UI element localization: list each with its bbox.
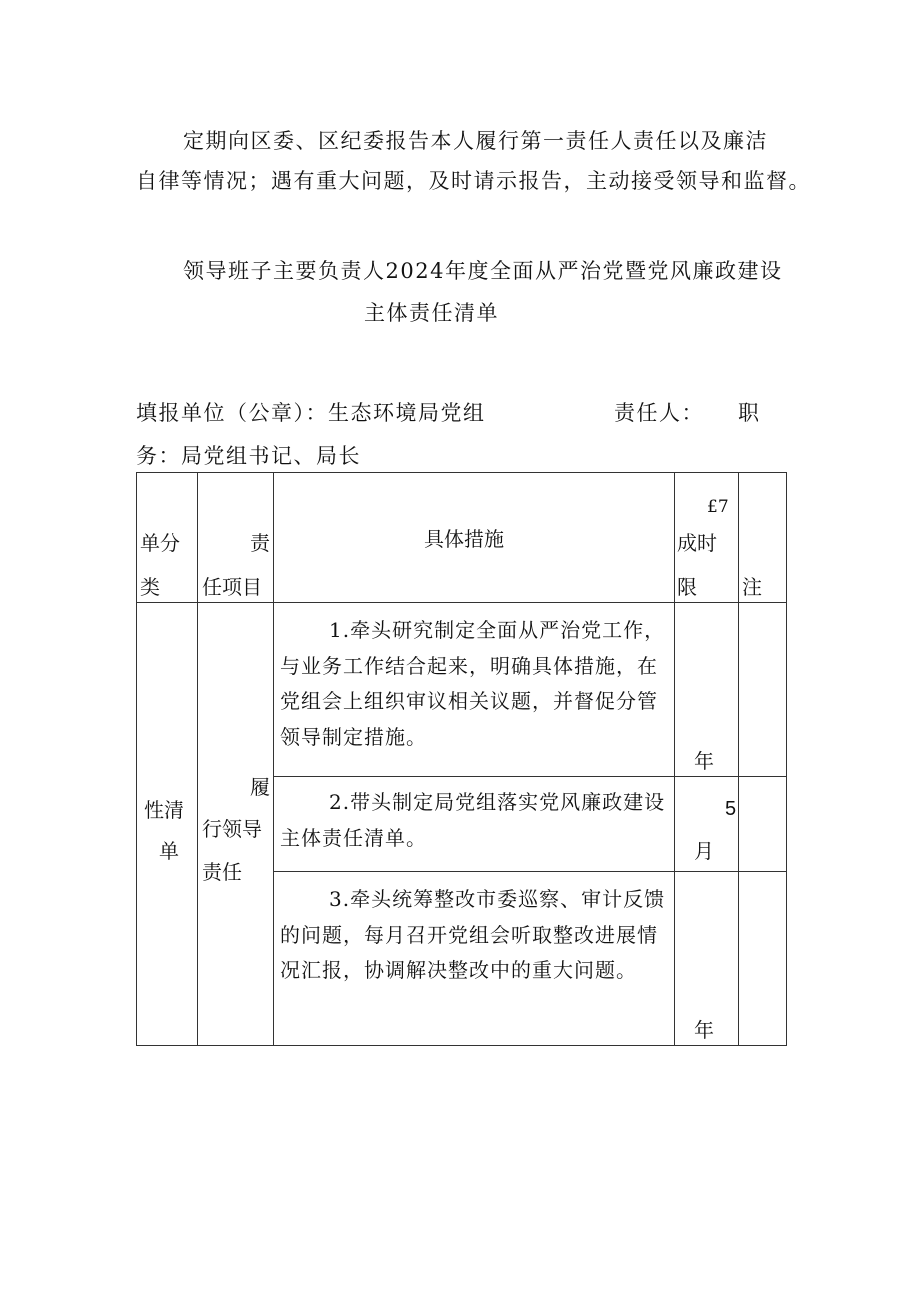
header-category-cell [137, 473, 198, 603]
deadline-text: 月 [694, 839, 714, 863]
deadline-cell [675, 777, 739, 872]
document-title-line-1: 领导班子主要负责人2024年度全面从严治党暨党风廉政建设 [183, 259, 783, 283]
category-cell [137, 603, 198, 1046]
measure-text: 1.牵头研究制定全面从严治党工作，与业务工作结合起来，明确具体措施，在党组会上组织审议相关议题，并督促分管领导制定措施。 [280, 618, 666, 749]
note-cell [739, 872, 787, 1046]
measure-cell [274, 603, 675, 777]
header-item-line-2: 任项目 [202, 575, 262, 599]
header-deadline-line-2: 限 [677, 575, 697, 599]
paragraph-line-1: 定期向区委、区纪委报告本人履行第一责任人责任以及廉洁 [183, 129, 768, 153]
deadline-text: 年 [694, 749, 714, 773]
header-category-line-2: 类 [140, 575, 160, 599]
item-line-2: 行领导 [202, 817, 262, 841]
position-label-part1: 职 [738, 401, 761, 425]
responsible-label: 责任人： [614, 401, 704, 425]
header-item-line-1: 责 [250, 531, 270, 555]
unit-label: 填报单位（公章）：生态环境局党组 [136, 401, 486, 425]
deadline-number: 5 [725, 798, 737, 820]
header-note-cell [739, 473, 787, 603]
header-measures-cell [274, 473, 675, 603]
document-title-line-2: 主体责任清单 [364, 301, 499, 325]
header-deadline-line-1: 成时 [677, 531, 717, 555]
measure-text: 3.牵头统筹整改市委巡察、审计反馈的问题，每月召开党组会听取整改进展情况汇报，协调解决整改中的重大问题。 [280, 887, 666, 983]
measure-cell [274, 872, 675, 1046]
header-deadline-mark: £7 [707, 497, 729, 517]
measure-text: 2.带头制定局党组落实党风廉政建设主体责任清单。 [280, 790, 666, 850]
responsibility-table [136, 472, 787, 1046]
header-category-line-1: 单分 [140, 531, 180, 555]
header-deadline-cell [675, 473, 739, 603]
deadline-cell [675, 603, 739, 777]
measure-cell [274, 777, 675, 872]
item-cell [198, 603, 274, 1046]
table-row [137, 603, 787, 777]
note-cell [739, 603, 787, 777]
note-cell [739, 777, 787, 872]
paragraph-line-2: 自律等情况；遇有重大问题，及时请示报告，主动接受领导和监督。 [136, 169, 811, 193]
header-item-cell [198, 473, 274, 603]
deadline-cell [675, 872, 739, 1046]
item-line-3: 责任 [202, 860, 242, 884]
table-header-row [137, 473, 787, 603]
position-label-part2: 务：局党组书记、局长 [136, 444, 361, 468]
deadline-text: 年 [694, 1018, 714, 1042]
item-line-1: 履 [250, 775, 270, 799]
header-measures: 具体措施 [424, 527, 504, 551]
category-line-1: 性清 [144, 798, 184, 822]
category-line-2: 单 [159, 839, 179, 863]
header-note: 注 [742, 575, 762, 599]
